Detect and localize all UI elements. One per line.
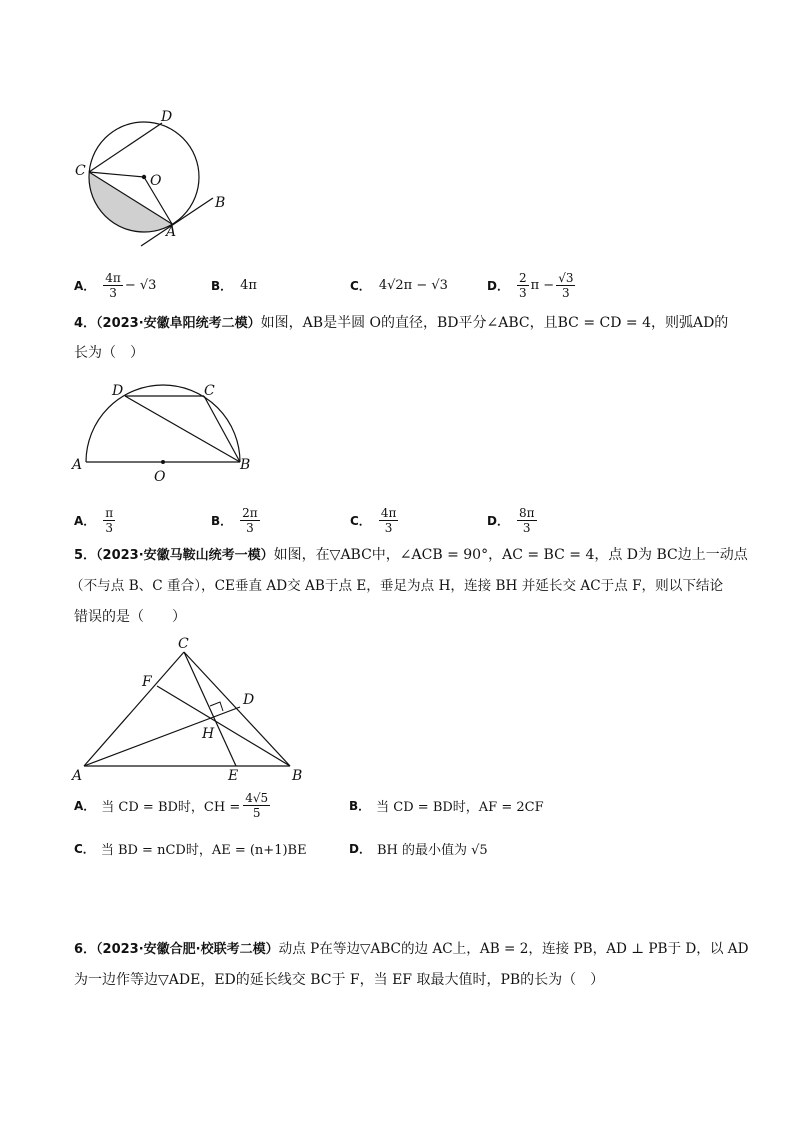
label-b: B (240, 457, 251, 473)
q3-circle-figure (70, 104, 240, 254)
q5-option-b[interactable]: B． 当 CD = BD时，AF = 2CF (349, 798, 544, 815)
q3-option-c[interactable]: C． 4√2π − √3 (350, 277, 448, 293)
segment-ad (84, 707, 240, 766)
q4-stem-line2: 长为（ ） (74, 345, 144, 361)
label-h: H (202, 726, 215, 742)
q4-stem-line1: 4．（2023·安徽阜阳统考二模）如图，AB是半圆 O的直径，BD平分∠ABC，且BC = CD = 4，则弧AD的 (74, 315, 729, 331)
label-a: A (166, 224, 177, 240)
q3-options (74, 265, 754, 305)
q4-option-c[interactable]: C． $\frac{4\pi}{3}$ (350, 505, 397, 535)
q5-stem-line3: 错误的是（ ） (74, 609, 186, 625)
q3-option-d[interactable]: D． $\frac{2}{3}$ π − $\frac{√3}{3}$ (487, 270, 574, 300)
right-angle-mark (210, 702, 223, 711)
label-b: B (215, 195, 226, 211)
q4-options (74, 500, 754, 540)
label-b: B (292, 768, 303, 784)
q3-option-b[interactable]: B． 4π (211, 277, 257, 293)
label-c: C (178, 636, 189, 652)
label-o: O (150, 173, 162, 189)
label-d: D (112, 383, 124, 399)
label-a: A (72, 768, 83, 784)
label-o: O (154, 469, 166, 485)
label-d: D (243, 692, 255, 708)
label-d: D (161, 109, 173, 125)
q5-option-d[interactable]: D． BH 的最小值为 √5 (349, 841, 488, 858)
q4-option-a[interactable]: A． $\frac{\pi}{3}$ (74, 505, 114, 535)
label-c: C (75, 163, 86, 179)
q4-option-b[interactable]: B． $\frac{2\pi}{3}$ (211, 505, 258, 535)
q4-semicircle-figure (68, 378, 258, 488)
label-e: E (228, 768, 239, 784)
q6-stem-line1: 6．（2023·安徽合肥·校联考二模）动点 P在等边▽ABC的边 AC上，AB = 2，连接 PB，AD ⊥ PB于 D，以 AD (74, 941, 749, 957)
label-c: C (204, 383, 215, 399)
q5-stem-line2: （不与点 B、C 重合），CE垂直 AD交 AB于点 E，垂足为点 H，连接 BH 并延长交 AC于点 F，则以下结论 (70, 578, 724, 594)
segment-fb (157, 686, 290, 766)
q5-stem-line1: 5．（2023·安徽马鞍山统考一模）如图，在▽ABC中，∠ACB = 90°，AC = BC = 4，点 D为 BC边上一动点 (74, 547, 748, 563)
segment-ce (184, 652, 236, 766)
q3-option-a[interactable]: A． $\frac{4\pi}{3}$ − √3 (74, 270, 157, 300)
q5-triangle-figure (68, 632, 318, 784)
q4-option-d[interactable]: D． $\frac{8\pi}{3}$ (487, 505, 535, 535)
q6-stem-line2: 为一边作等边▽ADE，ED的延长线交 BC于 F，当 EF 取最大值时，PB的长为（ ） (74, 972, 605, 988)
label-f: F (142, 674, 152, 690)
q5-option-a[interactable]: A． 当 CD = BD时，CH = $\frac{4√5}{5}$ (74, 790, 269, 820)
q5-option-c[interactable]: C． 当 BD = nCD时，AE = (n+1)BE (74, 841, 307, 858)
label-a: A (72, 457, 83, 473)
